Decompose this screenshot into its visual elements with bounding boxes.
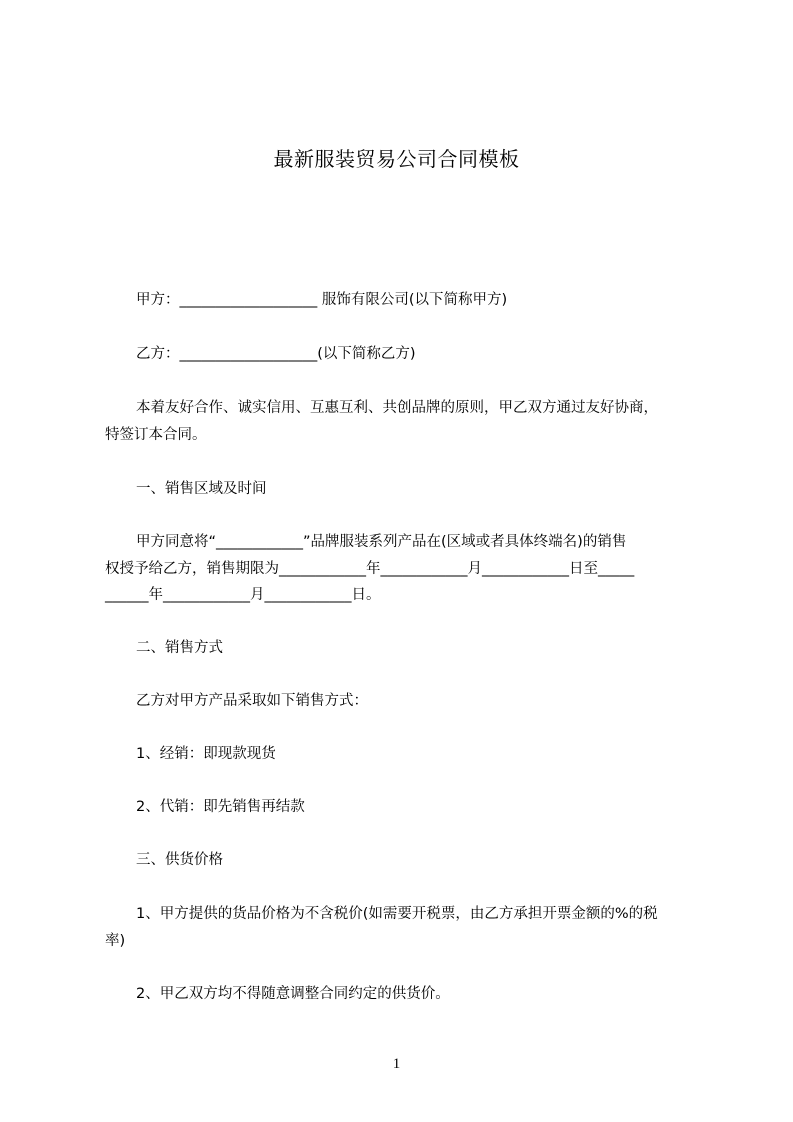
section-1-heading: 一、销售区域及时间 (136, 481, 267, 497)
party-b-line: 乙方：___________________(以下简称乙方) (136, 346, 416, 362)
section-3-item-2: 2、甲乙双方均不得随意调整合同约定的供货价。 (136, 986, 450, 1002)
section-3-heading: 三、供货价格 (136, 852, 223, 868)
section-2-intro: 乙方对甲方产品采取如下销售方式： (136, 693, 368, 709)
section-1-line-3: ______年____________月____________日。 (105, 587, 381, 603)
document-title: 最新服装贸易公司合同模板 (273, 147, 520, 171)
section-3-item-1-line-1: 1、甲方提供的货品价格为不含税价(如需要开税票，由乙方承担开票金额的%的税 (136, 906, 658, 922)
section-2-heading: 二、销售方式 (136, 640, 223, 656)
section-1-line-1: 甲方同意将“____________”品牌服装系列产品在(区域或者具体终端名)的销售 (136, 534, 627, 550)
intro-paragraph-line-2: 特签订本合同。 (105, 427, 207, 443)
intro-paragraph-line-1: 本着友好合作、诚实信用、互惠互利、共创品牌的原则，甲乙双方通过友好协商， (136, 400, 658, 416)
section-3-item-1-line-2: 率) (105, 933, 126, 949)
section-2-item-2: 2、代销：即先销售再结款 (136, 799, 305, 815)
section-1-line-2: 权授予给乙方，销售期限为____________年____________月____________日至_____ (105, 561, 635, 577)
section-2-item-1: 1、经销：即现款现货 (136, 746, 276, 762)
page-number: 1 (392, 1056, 401, 1072)
party-a-line: 甲方：___________________ 服饰有限公司(以下简称甲方) (136, 292, 508, 308)
